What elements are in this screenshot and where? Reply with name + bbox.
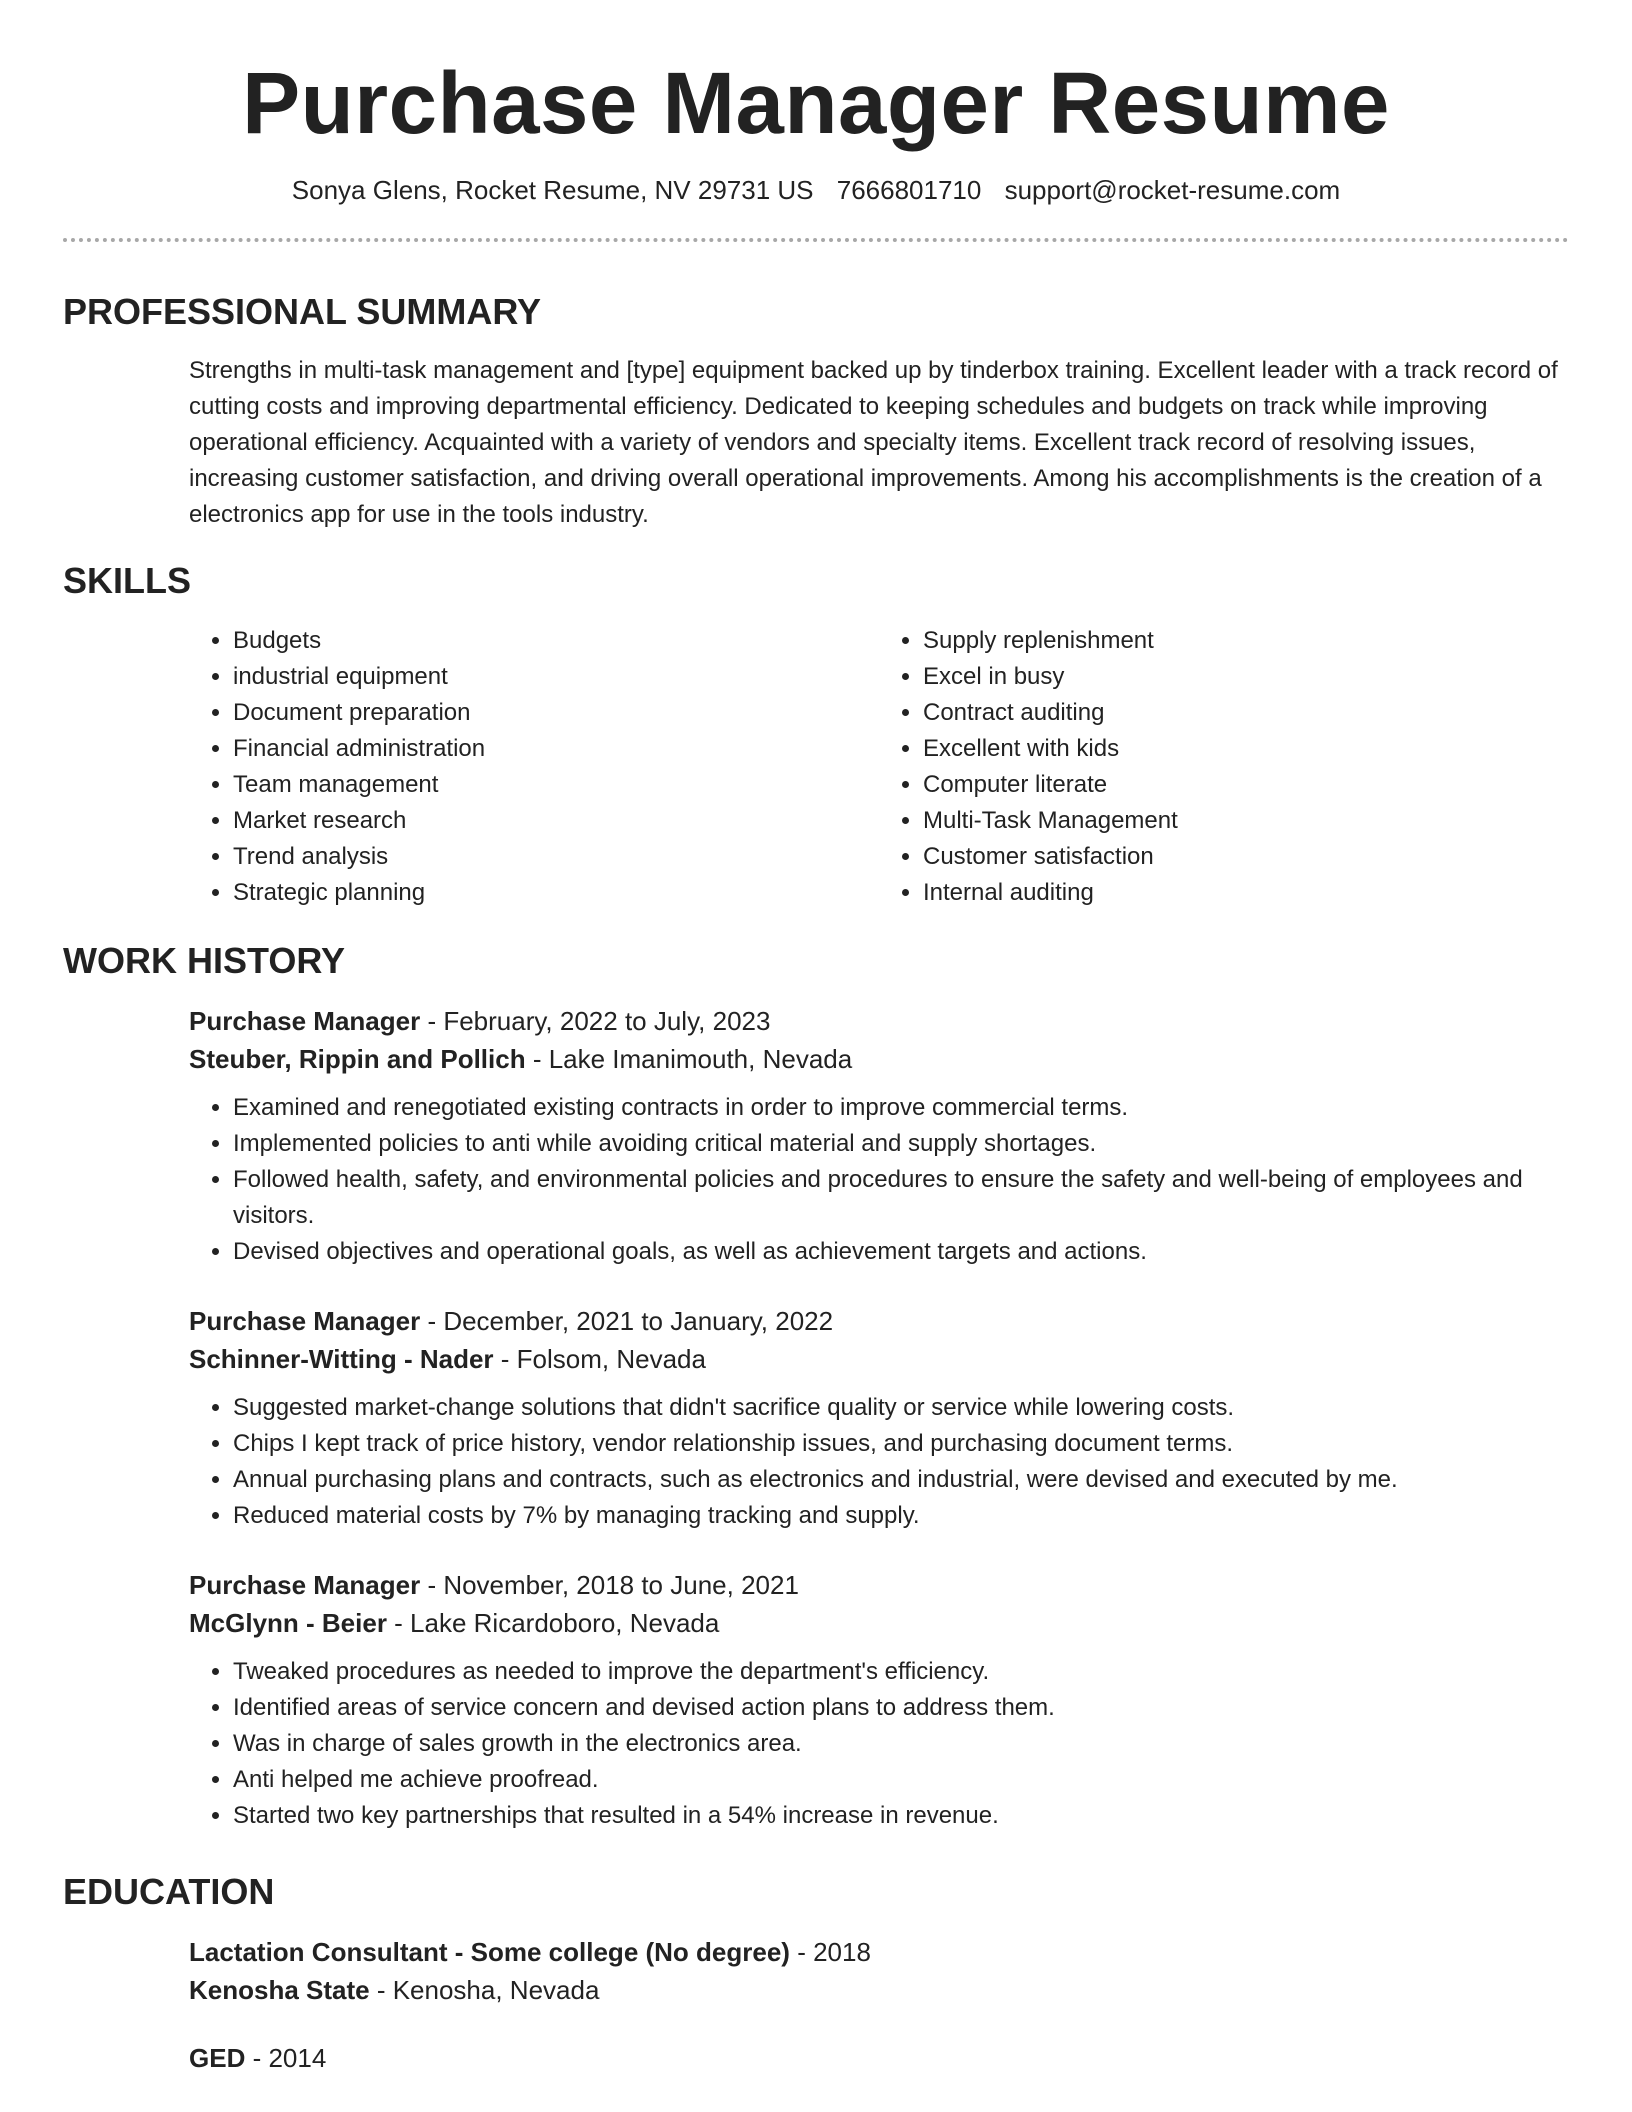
- education-degree-line: [189, 1933, 1569, 1971]
- contact-line: [63, 174, 1569, 208]
- job-bullet: • Tweaked procedures as needed to improve the department's efficiency.: [233, 1654, 1569, 1690]
- job-title: Purchase Manager: [189, 1569, 421, 1600]
- skill-item: • Team management: [233, 767, 879, 803]
- job-title: Purchase Manager: [189, 1305, 421, 1336]
- job-title: Purchase Manager: [189, 1005, 421, 1036]
- contact-phone: 7666801710: [836, 175, 982, 206]
- skill-item: • Excel in busy: [923, 659, 1569, 695]
- job-title-line: [189, 1566, 1569, 1604]
- section-skills: [63, 559, 1569, 910]
- job-company-line: [189, 1604, 1569, 1642]
- job-bullet: • Examined and renegotiated existing contracts in order to improve commercial terms.: [233, 1090, 1569, 1126]
- skill-item: • Multi-Task Management: [923, 803, 1569, 839]
- education-entry: [189, 2039, 1569, 2077]
- skill-item: • Market research: [233, 803, 879, 839]
- education-year: - 2018: [789, 1936, 871, 1967]
- job-company-line: [189, 1040, 1569, 1078]
- job-location: - Lake Ricardoboro, Nevada: [386, 1607, 720, 1638]
- skill-item: • Document preparation: [233, 695, 879, 731]
- work-body: [189, 1002, 1569, 1834]
- skills-grid: [189, 623, 1569, 911]
- skill-item: • Strategic planning: [233, 875, 879, 911]
- job-title-line: [189, 1002, 1569, 1040]
- contact-address: Sonya Glens, Rocket Resume, NV 29731 US: [291, 175, 814, 206]
- job-bullet: • Started two key partnerships that resulted in a 54% increase in revenue.: [233, 1798, 1569, 1834]
- education-degree-line: [189, 2039, 1569, 2077]
- skill-item: • Computer literate: [923, 767, 1569, 803]
- job-location: - Lake Imanimouth, Nevada: [525, 1043, 853, 1074]
- header-divider: [63, 238, 1569, 242]
- job-company-line: [189, 1340, 1569, 1378]
- skill-item: • Excellent with kids: [923, 731, 1569, 767]
- education-degree: GED: [189, 2042, 246, 2073]
- contact-email: support@rocket-resume.com: [1004, 175, 1341, 206]
- section-work-history: [63, 939, 1569, 1834]
- skills-heading: SKILLS: [63, 560, 192, 602]
- job-bullet: • Followed health, safety, and environmental policies and procedures to ensure the safety and well-being of employees and visitors.: [233, 1162, 1569, 1234]
- job-bullet: • Identified areas of service concern and devised action plans to address them.: [233, 1690, 1569, 1726]
- education-school-line: [189, 1971, 1569, 2009]
- skill-item: • Customer satisfaction: [923, 839, 1569, 875]
- education-heading: EDUCATION: [63, 1870, 275, 1912]
- job-bullets: [189, 1654, 1569, 1834]
- job-entry: [189, 1302, 1569, 1534]
- job-entry: [189, 1002, 1569, 1270]
- skill-item: • Internal auditing: [923, 875, 1569, 911]
- job-company: Steuber, Rippin and Pollich: [189, 1043, 526, 1074]
- education-entry: [189, 1933, 1569, 2009]
- job-bullet: • Implemented policies to anti while avoiding critical material and supply shortages.: [233, 1126, 1569, 1162]
- education-school: Kenosha State: [189, 1974, 370, 2005]
- job-bullet: • Anti helped me achieve proofread.: [233, 1762, 1569, 1798]
- page-title: Purchase Manager Resume: [242, 55, 1390, 152]
- job-bullets: [189, 1390, 1569, 1534]
- job-bullet: • Was in charge of sales growth in the electronics area.: [233, 1726, 1569, 1762]
- job-location: - Folsom, Nevada: [493, 1343, 706, 1374]
- summary-text: Strengths in multi-task management and [type] equipment backed up by tinderbox training. Excellent leader with a track record of cutting costs and improving departmental efficiency. Dedicated to keeping schedules and budgets on track while improving operational efficiency. Acquainted with a variety of vendors and specialty items. Excellent track record of resolving issues, increasing customer satisfaction, and driving overall operational improvements. Among his accomplishments is the creation of a electronics app for use in the tools industry.: [189, 357, 1558, 529]
- summary-heading: PROFESSIONAL SUMMARY: [63, 291, 542, 333]
- job-dates: - December, 2021 to January, 2022: [420, 1305, 834, 1336]
- job-entry: [189, 1566, 1569, 1834]
- skills-list-left: [189, 623, 879, 911]
- job-dates: - November, 2018 to June, 2021: [420, 1569, 799, 1600]
- skill-item: • Supply replenishment: [923, 623, 1569, 659]
- job-bullet: • Suggested market-change solutions that didn't sacrifice quality or service while lowering costs.: [233, 1390, 1569, 1426]
- job-bullet: • Annual purchasing plans and contracts, such as electronics and industrial, were devised and executed by me.: [233, 1462, 1569, 1498]
- work-heading: WORK HISTORY: [63, 939, 346, 981]
- education-year: - 2014: [245, 2042, 327, 2073]
- job-bullet: • Reduced material costs by 7% by managing tracking and supply.: [233, 1498, 1569, 1534]
- job-company: McGlynn - Beier: [189, 1607, 387, 1638]
- section-education: [63, 1870, 1569, 2077]
- job-bullet: • Devised objectives and operational goals, as well as achievement targets and actions.: [233, 1234, 1569, 1270]
- skill-item: • Financial administration: [233, 731, 879, 767]
- job-bullet: • Chips I kept track of price history, vendor relationship issues, and purchasing document terms.: [233, 1426, 1569, 1462]
- skill-item: • Contract auditing: [923, 695, 1569, 731]
- job-dates: - February, 2022 to July, 2023: [420, 1005, 771, 1036]
- education-body: [189, 1933, 1569, 2077]
- job-bullets: [189, 1090, 1569, 1270]
- skill-item: • industrial equipment: [233, 659, 879, 695]
- skill-item: • Budgets: [233, 623, 879, 659]
- education-degree: Lactation Consultant - Some college (No degree): [189, 1936, 790, 1967]
- section-summary: [63, 290, 1569, 533]
- job-company: Schinner-Witting - Nader: [189, 1343, 494, 1374]
- skill-item: • Trend analysis: [233, 839, 879, 875]
- education-location: - Kenosha, Nevada: [369, 1974, 600, 2005]
- job-title-line: [189, 1302, 1569, 1340]
- skills-list-right: [879, 623, 1569, 911]
